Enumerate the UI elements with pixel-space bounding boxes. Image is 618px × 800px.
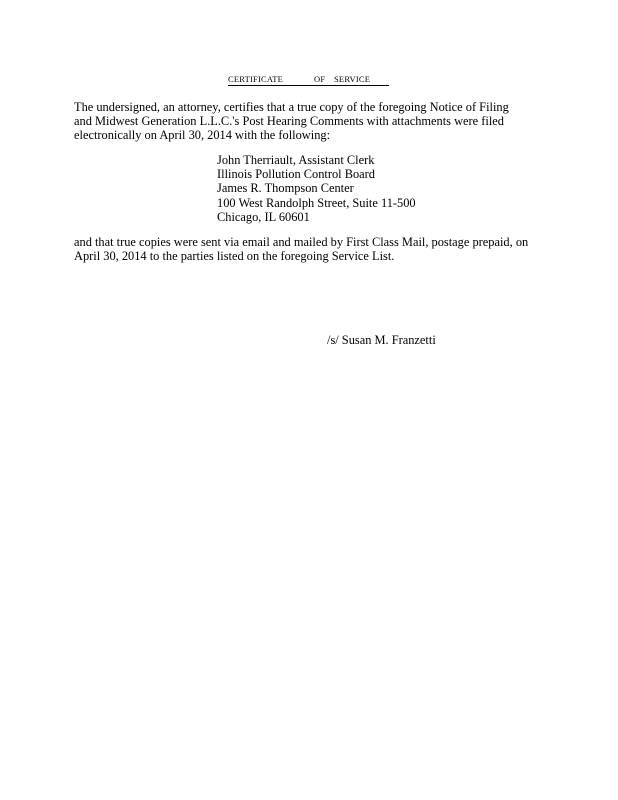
certificate-title xyxy=(228,74,389,86)
address-line: 100 West Randolph Street, Suite 11-500 xyxy=(217,195,416,210)
recipient-address-block xyxy=(217,153,416,224)
title-word-certificate: CERTIFICATE xyxy=(228,74,284,84)
address-line: Illinois Pollution Control Board xyxy=(217,167,375,182)
address-line: John Therriault, Assistant Clerk xyxy=(217,153,375,167)
signature-line: /s/ Susan M. Franzetti xyxy=(327,333,436,347)
service-paragraph: and that true copies were sent via email and mailed by First Class Mail, postage prepaid, on April 30, 2014 to the parties listed on the foregoing Service List. xyxy=(74,235,529,264)
title-word-of: OF xyxy=(314,74,326,84)
address-line: Chicago, IL 60601 xyxy=(217,209,310,224)
address-line: James R. Thompson Center xyxy=(217,181,354,196)
certification-paragraph: The undersigned, an attorney, certifies that a true copy of the foregoing Notice of Filing and Midwest Generation L.L.C.'s Post Hearing Comments with attachments were filed electronically on April 30, 2014 with the following: xyxy=(74,100,509,143)
title-word-service: SERVICE xyxy=(334,74,371,84)
